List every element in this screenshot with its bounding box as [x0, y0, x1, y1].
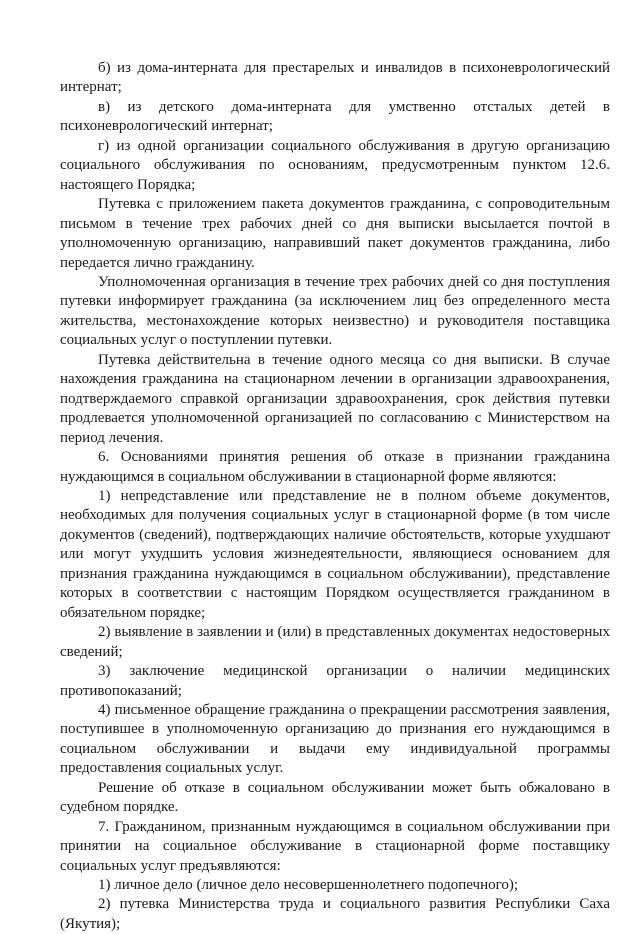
paragraph-document-1: 1) личное дело (личное дело несовершеннолетнего подопечного); [98, 877, 519, 894]
paragraph-item-v: в) из детского дома-интерната для умственно отсталых детей в психоневрологический интернат; [60, 98, 610, 135]
paragraph-voucher-validity: Путевка действительна в течение одного месяца со дня выписки. В случае нахождения гражданина на стационарном лечении в организации здравоохранения, подтверждаемого справкой организации здравоохранения, срок действия путевки продлевается уполномоченной организацией по согласованию с Министерством на период лечения. [60, 351, 610, 446]
paragraph-refusal-reason-3: 3) заключение медицинской организации о наличии медицинских противопоказаний; [60, 663, 610, 699]
paragraph-appeal: Решение об отказе в социальном обслуживании может быть обжаловано в судебном порядке. [60, 779, 610, 816]
paragraph-section-7: 7. Гражданином, признанным нуждающимся в социальном обслуживании при принятии на социальное обслуживание в стационарной форме поставщику социальных услуг предъявляются: [60, 818, 610, 874]
paragraph-voucher-sending: Путевка с приложением пакета документов гражданина, с сопроводительным письмом в течение трех рабочих дней со дня выписки высылается почтой в уполномоченную организацию, направивший пакет документов гражданина, либо передается лично гражданину. [60, 196, 610, 271]
paragraph-refusal-reason-4: 4) письменное обращение гражданина о прекращении рассмотрения заявления, поступившее в уполномоченную организацию до признания его нуждающимся в социальном обслуживании и выдачи ему индивидуальной программы предоставления социальных услуг. [60, 701, 610, 777]
paragraph-voucher-notification: Уполномоченная организация в течение трех рабочих дней со дня поступления путевки информирует гражданина (за исключением лиц без определенного места жительства, местонахождение которых неизвестно) и руководителя поставщика социальных услуг о поступлении путевки. [60, 273, 610, 349]
paragraph-item-g: г) из одной организации социального обслуживания в другую организацию социального обслуживания по основаниям, предусмотренным пунктом 12.6. настоящего Порядка; [60, 137, 610, 193]
paragraph-refusal-reason-2: 2) выявление в заявлении и (или) в представленных документах недостоверных сведений; [60, 624, 610, 660]
document-body [60, 59, 610, 934]
paragraph-item-b: б) из дома-интерната для престарелых и инвалидов в психоневрологический интернат; [60, 60, 610, 96]
paragraph-document-2: 2) путевка Министерства труда и социального развития Республики Саха (Якутия); [60, 896, 610, 932]
paragraph-refusal-reason-1: 1) непредставление или представление не в полном объеме документов, необходимых для получения социальных услуг в стационарной форме (в том числе документов (сведений), подтверждающих наличие обстоятельств, которые ухудшают или могут ухудшить условия жизнедеятельности, являющиеся основанием для признания гражданина нуждающимся в социальном обслуживании), представление которых в соответствии с настоящим Порядком осуществляется гражданином в обязательном порядке; [60, 487, 610, 621]
paragraph-section-6: 6. Основаниями принятия решения об отказе в признании гражданина нуждающимся в социальном обслуживании в стационарной форме являются: [60, 449, 610, 485]
